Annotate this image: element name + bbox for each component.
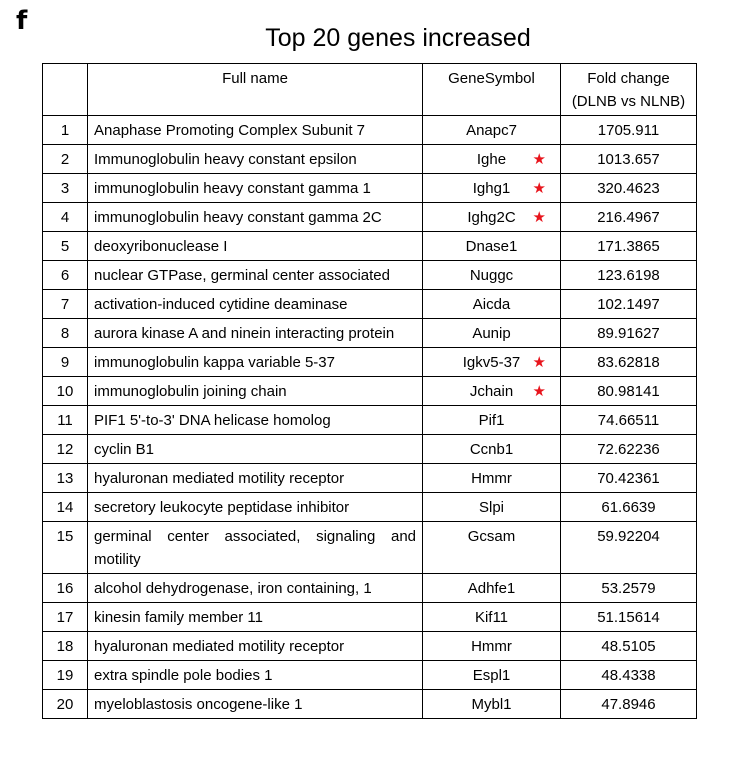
gene-full-name	[88, 348, 423, 377]
gene-symbol	[423, 116, 561, 145]
gene-full-name-text: hyaluronan mediated motility receptor	[94, 638, 345, 655]
table-header-row	[43, 64, 697, 116]
row-index-text: 16	[56, 580, 74, 597]
gene-full-name	[88, 116, 423, 145]
fold-change-value	[561, 261, 697, 290]
gene-symbol-text: Anapc7	[466, 122, 517, 139]
gene-symbol	[423, 319, 561, 348]
fold-change-value	[561, 145, 697, 174]
gene-symbol-text: Ighg1	[472, 180, 511, 197]
gene-symbol-text: Pif1	[478, 412, 505, 429]
star-icon: ★	[532, 383, 546, 400]
table-row	[43, 493, 697, 522]
gene-symbol	[423, 632, 561, 661]
fold-change-value-text: 70.42361	[597, 470, 660, 487]
gene-full-name-text: immunoglobulin joining chain	[94, 383, 287, 400]
table-row	[43, 377, 697, 406]
row-index	[43, 493, 88, 522]
star-icon: ★	[532, 209, 546, 226]
gene-full-name-text: Immunoglobulin heavy constant epsilon	[94, 151, 357, 168]
gene-full-name	[88, 435, 423, 464]
fold-change-value	[561, 493, 697, 522]
gene-symbol	[423, 661, 561, 690]
gene-full-name	[88, 174, 423, 203]
row-index-text: 9	[60, 354, 70, 371]
row-index-text: 1	[60, 122, 70, 139]
fold-change-value-text: 47.8946	[601, 696, 656, 713]
fold-change-value	[561, 632, 697, 661]
table-row	[43, 464, 697, 493]
gene-full-name	[88, 661, 423, 690]
gene-symbol-text: Hmmr	[471, 638, 512, 655]
row-index-text: 12	[56, 441, 74, 458]
star-icon: ★	[532, 151, 546, 168]
row-index	[43, 348, 88, 377]
row-index-text: 20	[56, 696, 74, 713]
gene-symbol-text: Ccnb1	[469, 441, 514, 458]
row-index-text: 2	[60, 151, 70, 168]
row-index-text: 4	[60, 209, 70, 226]
table-row	[43, 174, 697, 203]
row-index-text: 14	[56, 499, 74, 516]
fold-change-value-text: 123.6198	[597, 267, 660, 284]
fold-change-value	[561, 435, 697, 464]
row-index	[43, 203, 88, 232]
gene-full-name	[88, 261, 423, 290]
gene-full-name	[88, 203, 423, 232]
gene-full-name	[88, 319, 423, 348]
gene-full-name-text: aurora kinase A and ninein interacting protein	[94, 325, 395, 342]
fold-change-value-text: 59.92204	[597, 528, 660, 545]
row-index-text: 17	[56, 609, 74, 626]
fold-change-value	[561, 174, 697, 203]
gene-full-name	[88, 290, 423, 319]
table-row	[43, 116, 697, 145]
header-full-name: Full name	[88, 64, 423, 116]
gene-symbol	[423, 232, 561, 261]
table-row	[43, 603, 697, 632]
fold-change-value-text: 83.62818	[597, 354, 660, 371]
fold-change-value	[561, 574, 697, 603]
table-row	[43, 406, 697, 435]
gene-full-name-text: deoxyribonuclease I	[94, 238, 228, 255]
gene-full-name-text: immunoglobulin heavy constant gamma 2C	[94, 209, 382, 226]
fold-change-value	[561, 661, 697, 690]
gene-symbol	[423, 203, 561, 232]
header-fold-change-line1: Fold change	[587, 70, 670, 87]
row-index	[43, 406, 88, 435]
gene-symbol	[423, 493, 561, 522]
gene-symbol	[423, 435, 561, 464]
gene-full-name-text: myeloblastosis oncogene-like 1	[94, 696, 303, 713]
gene-symbol-text: Adhfe1	[467, 580, 516, 597]
fold-change-value-text: 1013.657	[597, 151, 660, 168]
row-index	[43, 574, 88, 603]
fold-change-value-text: 48.4338	[601, 667, 656, 684]
fold-change-value-text: 171.3865	[597, 238, 660, 255]
gene-symbol-text: Slpi	[478, 499, 504, 516]
row-index	[43, 145, 88, 174]
gene-full-name-text: immunoglobulin heavy constant gamma 1	[94, 180, 371, 197]
row-index	[43, 319, 88, 348]
gene-symbol	[423, 574, 561, 603]
table-title: Top 20 genes increased	[265, 24, 531, 52]
row-index	[43, 377, 88, 406]
gene-symbol	[423, 377, 561, 406]
gene-symbol-text: Espl1	[472, 667, 511, 684]
table-row	[43, 574, 697, 603]
fold-change-value-text: 48.5105	[601, 638, 656, 655]
fold-change-value-text: 53.2579	[601, 580, 656, 597]
row-index	[43, 690, 88, 719]
row-index-text: 13	[56, 470, 74, 487]
fold-change-value	[561, 290, 697, 319]
fold-change-value-text: 61.6639	[601, 499, 656, 516]
row-index	[43, 290, 88, 319]
gene-full-name-text: alcohol dehydrogenase, iron containing, 1	[94, 580, 372, 597]
fold-change-value-text: 51.15614	[597, 609, 660, 626]
gene-symbol	[423, 145, 561, 174]
gene-symbol-text: Aicda	[472, 296, 511, 313]
gene-full-name-text: cyclin B1	[94, 441, 155, 458]
gene-symbol-text: Aunip	[472, 325, 511, 342]
fold-change-value	[561, 522, 697, 574]
table-row	[43, 145, 697, 174]
row-index-text: 18	[56, 638, 74, 655]
gene-full-name	[88, 690, 423, 719]
table-row	[43, 232, 697, 261]
gene-full-name	[88, 377, 423, 406]
table-row	[43, 690, 697, 719]
table-row	[43, 661, 697, 690]
fold-change-value-text: 102.1497	[597, 296, 660, 313]
row-index-text: 3	[60, 180, 70, 197]
gene-symbol	[423, 290, 561, 319]
gene-full-name-text: kinesin family member 11	[94, 609, 263, 626]
row-index-text: 15	[56, 528, 74, 545]
gene-symbol-text: Ighe	[476, 151, 507, 168]
table-row	[43, 261, 697, 290]
row-index	[43, 261, 88, 290]
gene-full-name-text: extra spindle pole bodies 1	[94, 667, 273, 684]
header-fold-change-line2: (DLNB vs NLNB)	[571, 93, 686, 110]
gene-symbol-text: Gcsam	[467, 528, 516, 545]
gene-full-name	[88, 493, 423, 522]
table-row	[43, 632, 697, 661]
gene-symbol	[423, 261, 561, 290]
gene-symbol-text: Kif11	[474, 609, 509, 626]
gene-symbol	[423, 603, 561, 632]
gene-symbol-text: Mybl1	[471, 696, 512, 713]
header-gene-symbol: GeneSymbol	[423, 64, 561, 116]
gene-symbol-text: Ighg2C	[467, 209, 516, 226]
gene-symbol-text: Dnase1	[465, 238, 518, 255]
gene-symbol-text: Hmmr	[471, 470, 512, 487]
gene-table	[42, 63, 697, 719]
gene-full-name-text: germinal center associated, signaling and motility	[94, 528, 416, 568]
row-index-text: 10	[56, 383, 74, 400]
row-index-text: 5	[60, 238, 70, 255]
gene-full-name-text: hyaluronan mediated motility receptor	[94, 470, 345, 487]
gene-full-name	[88, 603, 423, 632]
fold-change-value	[561, 406, 697, 435]
row-index	[43, 232, 88, 261]
gene-full-name	[88, 464, 423, 493]
fold-change-value	[561, 232, 697, 261]
gene-full-name	[88, 574, 423, 603]
gene-full-name	[88, 406, 423, 435]
table-row	[43, 435, 697, 464]
gene-full-name-text: activation-induced cytidine deaminase	[94, 296, 348, 313]
star-icon: ★	[532, 180, 546, 197]
row-index	[43, 522, 88, 574]
fold-change-value-text: 320.4623	[597, 180, 660, 197]
table-row	[43, 522, 697, 574]
fold-change-value-text: 80.98141	[597, 383, 660, 400]
gene-full-name	[88, 632, 423, 661]
row-index	[43, 464, 88, 493]
row-index	[43, 603, 88, 632]
table-row	[43, 203, 697, 232]
gene-symbol	[423, 464, 561, 493]
gene-full-name-text: nuclear GTPase, germinal center associated	[94, 267, 390, 284]
fold-change-value	[561, 603, 697, 632]
star-icon: ★	[532, 354, 546, 371]
gene-full-name-text: immunoglobulin kappa variable 5-37	[94, 354, 335, 371]
gene-full-name-text: Anaphase Promoting Complex Subunit 7	[94, 122, 365, 139]
row-index-text: 7	[60, 296, 70, 313]
gene-symbol	[423, 522, 561, 574]
fold-change-value-text: 1705.911	[597, 122, 660, 139]
fold-change-value	[561, 116, 697, 145]
fold-change-value	[561, 348, 697, 377]
fold-change-value-text: 72.62236	[597, 441, 660, 458]
fold-change-value	[561, 319, 697, 348]
gene-symbol-text: Jchain	[469, 383, 514, 400]
row-index-text: 6	[60, 267, 70, 284]
fold-change-value	[561, 690, 697, 719]
table-row	[43, 348, 697, 377]
gene-symbol-text: Igkv5-37	[462, 354, 521, 371]
row-index	[43, 661, 88, 690]
gene-symbol	[423, 690, 561, 719]
gene-symbol-text: Nuggc	[469, 267, 514, 284]
row-index-text: 11	[57, 412, 73, 429]
row-index	[43, 632, 88, 661]
gene-symbol	[423, 406, 561, 435]
row-index-text: 8	[60, 325, 70, 342]
fold-change-value	[561, 203, 697, 232]
header-index	[43, 64, 88, 116]
fold-change-value	[561, 377, 697, 406]
gene-full-name	[88, 232, 423, 261]
row-index	[43, 116, 88, 145]
gene-full-name-text: secretory leukocyte peptidase inhibitor	[94, 499, 350, 516]
gene-full-name	[88, 522, 423, 574]
gene-symbol	[423, 174, 561, 203]
fold-change-value-text: 74.66511	[597, 412, 660, 429]
table-row	[43, 290, 697, 319]
fold-change-value-text: 216.4967	[597, 209, 660, 226]
fold-change-value	[561, 464, 697, 493]
panel-label: f	[16, 6, 28, 36]
row-index	[43, 435, 88, 464]
gene-symbol	[423, 348, 561, 377]
table-row	[43, 319, 697, 348]
header-fold-change	[561, 64, 697, 116]
gene-full-name-text: PIF1 5'-to-3' DNA helicase homolog	[94, 412, 331, 429]
row-index	[43, 174, 88, 203]
fold-change-value-text: 89.91627	[597, 325, 660, 342]
gene-full-name	[88, 145, 423, 174]
row-index-text: 19	[56, 667, 74, 684]
